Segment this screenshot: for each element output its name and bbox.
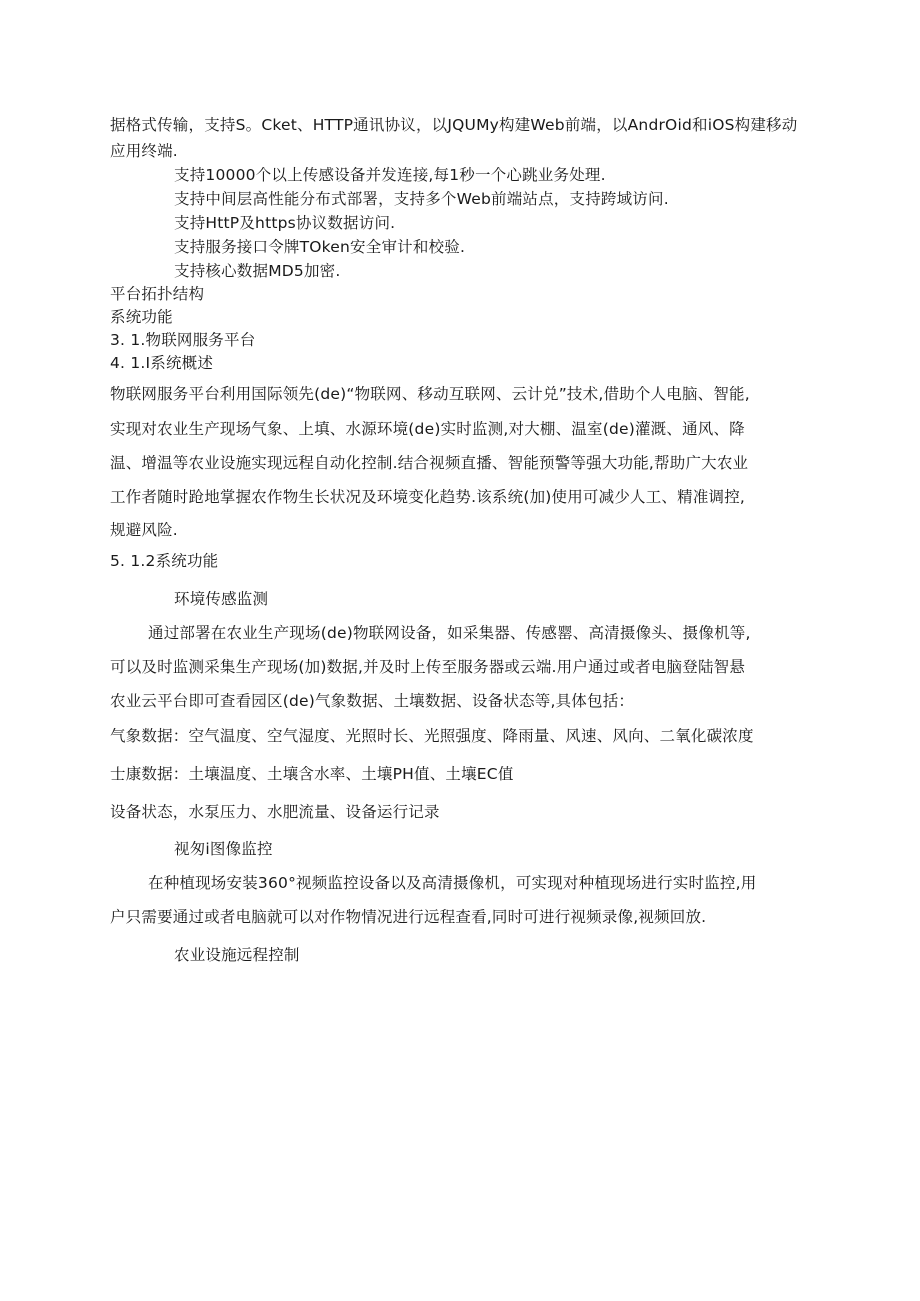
list-item: 支持核心数据MD5加密.: [174, 262, 341, 280]
subsection-heading: 视匆i图像监控: [174, 840, 273, 858]
paragraph-line: 温、增温等农业设施实现远程自动化控制.结合视频直播、智能预警等强大功能,帮助广大农业: [110, 454, 749, 472]
list-item: 支持10000个以上传感设备并发连接,每1秒一个心跳业务处理.: [174, 166, 606, 184]
paragraph-line: 农业云平台即可查看园区(de)气象数据、土壤数据、设备状态等,具体包括：: [110, 692, 635, 710]
paragraph-line: 工作者随时跄地掌握农作物生长状况及环境变化趋势.该系统(加)使用可减少人工、精准调控,: [110, 488, 746, 506]
paragraph-line: 规避风险.: [110, 521, 178, 539]
data-category-line: 士康数据：土壤温度、土壤含水率、土壤PH值、土壤EC值: [110, 765, 514, 783]
data-category-line: 气象数据：空气温度、空气湿度、光照时长、光照强度、降雨量、风速、风向、二氧化碳浓度: [110, 727, 754, 745]
section-heading: 系统功能: [110, 308, 173, 326]
section-heading: 平台拓扑结构: [110, 285, 205, 303]
subsection-heading: 环境传感监测: [174, 590, 269, 608]
section-heading: 5. 1.2系统功能: [110, 552, 219, 570]
paragraph-line: 据格式传输，支持S。Cket、HTTP通讯协议，以JQUMy构建Web前端，以AndrOid和iOS构建移动: [110, 116, 798, 134]
paragraph-line: 应用终端.: [110, 142, 178, 160]
list-item: 支持中间层高性能分布式部署，支持多个Web前端站点，支持跨域访问.: [174, 190, 669, 208]
data-category-line: 设备状态，水泵压力、水肥流量、设备运行记录: [110, 803, 440, 821]
paragraph-line: 物联网服务平台利用国际领先(de)“物联网、移动互联网、云计兑”技术,借助个人电脑、智能,: [110, 385, 750, 403]
paragraph-line: 可以及时监测采集生产现场(加)数据,并及时上传至服务器或云端.用户通过或者电脑登陆智悬: [110, 658, 746, 676]
list-item: 支持HttP及https协议数据访问.: [174, 214, 396, 232]
subsection-heading: 农业设施远程控制: [174, 946, 300, 964]
section-heading: 3. 1.物联网服务平台: [110, 331, 256, 349]
section-heading: 4. 1.I系统概述: [110, 354, 214, 372]
paragraph-line: 在种植现场安装360°视频监控设备以及高清摄像机，可实现对种植现场进行实时监控,用: [148, 874, 757, 892]
list-item: 支持服务接口令牌TOken安全审计和校验.: [174, 238, 466, 256]
paragraph-line: 户只需要通过或者电脑就可以对作物情况进行远程查看,同时可进行视频录像,视频回放.: [110, 908, 707, 926]
paragraph-line: 实现对农业生产现场气象、上填、水源环境(de)实时监测,对大棚、温室(de)灌溉、通风、降: [110, 420, 745, 438]
paragraph-line: 通过部署在农业生产现场(de)物联网设备，如采集器、传感罂、高清摄像头、摄像机等,: [148, 624, 751, 642]
